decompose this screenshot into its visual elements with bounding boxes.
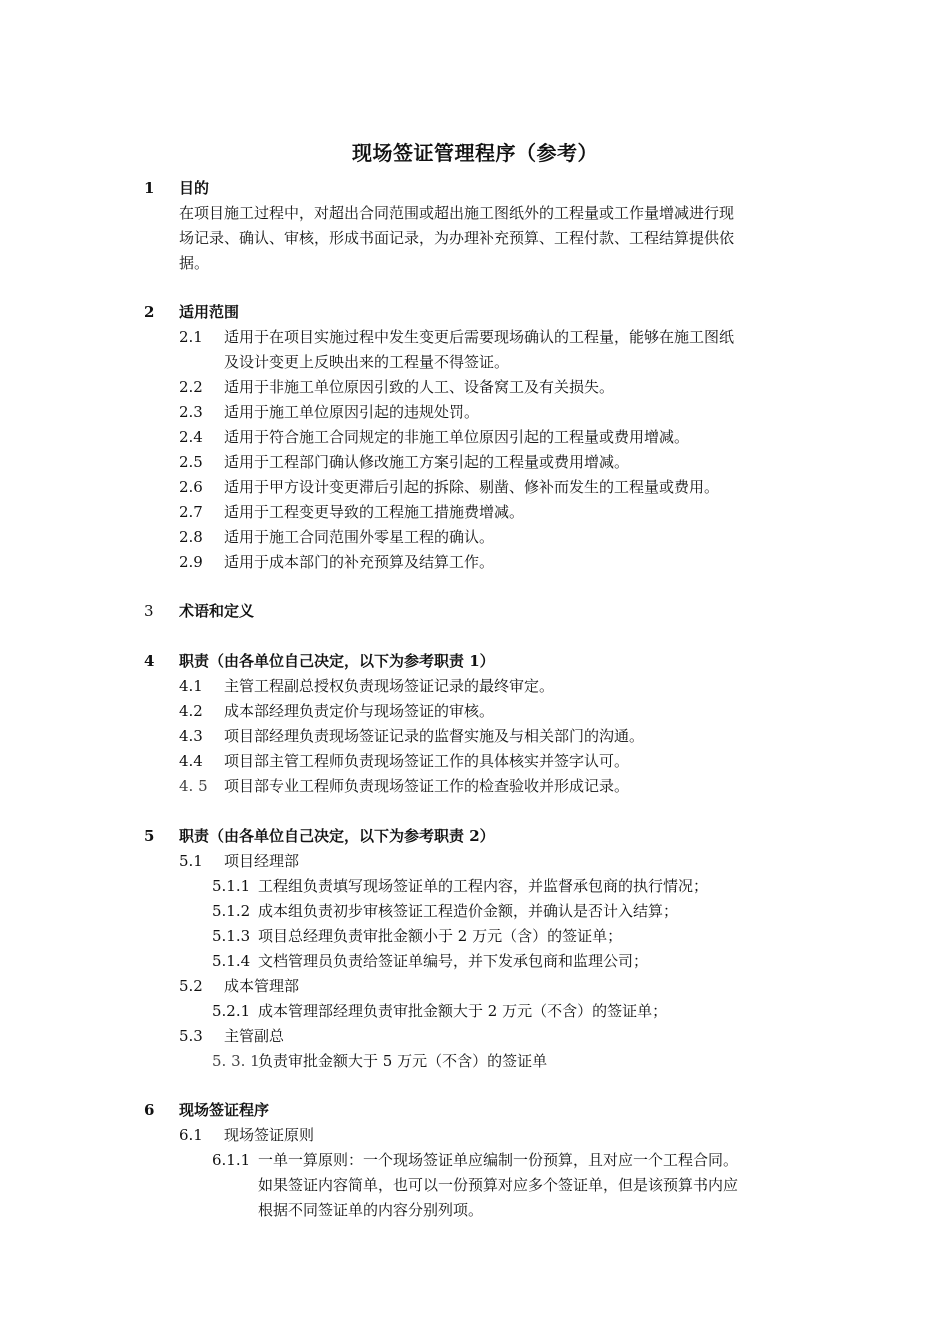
section-3-number: 3 xyxy=(144,602,154,620)
section-1-body-line: 在项目施工过程中，对超出合同范围或超出施工图纸外的工程量或工作量增减进行现 xyxy=(179,204,735,222)
item-text: 成本组负责初步审核签证工程造价金额，并确认是否计入结算； xyxy=(258,902,679,920)
item-number: 4.4 xyxy=(179,752,203,770)
item-text: 项目部经理负责现场签证记录的监督实施及与相关部门的沟通。 xyxy=(224,727,645,745)
item-text: 适用于在项目实施过程中发生变更后需要现场确认的工程量，能够在施工图纸 xyxy=(224,328,735,346)
item-number: 5.1.1 xyxy=(212,877,251,895)
section-4-number: 4 xyxy=(144,652,155,670)
item-text: 文档管理员负责给签证单编号，并下发承包商和监理公司； xyxy=(258,952,649,970)
section-2-number: 2 xyxy=(144,303,155,321)
item-text: 一单一算原则：一个现场签证单应编制一份预算，且对应一个工程合同。 xyxy=(258,1151,739,1169)
item-text: 项目部专业工程师负责现场签证工作的检查验收并形成记录。 xyxy=(224,777,630,795)
item-text: 主管工程副总授权负责现场签证记录的最终审定。 xyxy=(224,677,555,695)
section-6-number: 6 xyxy=(144,1101,155,1119)
item-number: 5.2.1 xyxy=(212,1002,251,1020)
subsection-number: 5.2 xyxy=(179,977,203,995)
item-text-continued: 及设计变更上反映出来的工程量不得签证。 xyxy=(224,353,510,371)
item-number: 5.1.3 xyxy=(212,927,251,945)
section-3-heading: 术语和定义 xyxy=(179,602,255,620)
item-number: 5.1.2 xyxy=(212,902,251,920)
item-text: 负责审批金额大于 5 万元（不含）的签证单 xyxy=(258,1052,548,1070)
item-number: 4.2 xyxy=(179,702,203,720)
item-number: 4.3 xyxy=(179,727,203,745)
item-number: 2.9 xyxy=(179,553,203,571)
item-text: 成本部经理负责定价与现场签证的审核。 xyxy=(224,702,495,720)
subsection-title: 成本管理部 xyxy=(224,977,300,995)
subsection-title: 项目经理部 xyxy=(224,852,300,870)
section-6-heading: 现场签证程序 xyxy=(179,1101,270,1119)
subsection-title: 现场签证原则 xyxy=(224,1126,315,1144)
document-title: 现场签证管理程序（参考） xyxy=(352,141,598,165)
item-text: 成本管理部经理负责审批金额大于 2 万元（不含）的签证单； xyxy=(258,1002,668,1020)
item-number: 2.8 xyxy=(179,528,203,546)
item-number: 2.3 xyxy=(179,403,203,421)
section-5-heading: 职责（由各单位自己决定，以下为参考职责 2） xyxy=(179,827,495,845)
item-text: 适用于工程变更导致的工程施工措施费增减。 xyxy=(224,503,525,521)
subsection-number: 5.1 xyxy=(179,852,203,870)
item-text: 适用于工程部门确认修改施工方案引起的工程量或费用增减。 xyxy=(224,453,630,471)
section-1-body-line: 据。 xyxy=(179,254,210,272)
item-number: 2.2 xyxy=(179,378,203,396)
item-text: 适用于施工合同范围外零星工程的确认。 xyxy=(224,528,495,546)
item-number: 2.1 xyxy=(179,328,203,346)
item-number: 2.7 xyxy=(179,503,203,521)
item-text-continued: 根据不同签证单的内容分别列项。 xyxy=(258,1201,484,1219)
section-1-body-line: 场记录、确认、审核，形成书面记录，为办理补充预算、工程付款、工程结算提供依 xyxy=(179,229,735,247)
item-text: 项目部主管工程师负责现场签证工作的具体核实并签字认可。 xyxy=(224,752,630,770)
section-4-heading: 职责（由各单位自己决定，以下为参考职责 1） xyxy=(179,652,495,670)
item-number: 2.6 xyxy=(179,478,203,496)
subsection-number: 5.3 xyxy=(179,1027,203,1045)
item-number: 6.1.1 xyxy=(212,1151,251,1169)
item-number: 5.1.4 xyxy=(212,952,251,970)
item-text: 适用于成本部门的补充预算及结算工作。 xyxy=(224,553,495,571)
item-text-continued: 如果签证内容简单，也可以一份预算对应多个签证单，但是该预算书内应 xyxy=(258,1176,739,1194)
section-1-heading: 目的 xyxy=(179,179,210,197)
item-number: 5. 3. 1 xyxy=(212,1052,260,1070)
item-text: 项目总经理负责审批金额小于 2 万元（含）的签证单； xyxy=(258,927,623,945)
item-text: 适用于甲方设计变更滞后引起的拆除、剔凿、修补而发生的工程量或费用。 xyxy=(224,478,720,496)
section-2-heading: 适用范围 xyxy=(179,303,240,321)
item-text: 工程组负责填写现场签证单的工程内容，并监督承包商的执行情况； xyxy=(258,877,709,895)
item-number: 2.5 xyxy=(179,453,203,471)
section-5-number: 5 xyxy=(144,827,155,845)
subsection-title: 主管副总 xyxy=(224,1027,285,1045)
item-number: 4.1 xyxy=(179,677,203,695)
subsection-number: 6.1 xyxy=(179,1126,203,1144)
item-number: 2.4 xyxy=(179,428,203,446)
item-text: 适用于符合施工合同规定的非施工单位原因引起的工程量或费用增减。 xyxy=(224,428,690,446)
section-1-number: 1 xyxy=(144,179,155,197)
item-number: 4. 5 xyxy=(179,777,208,795)
item-text: 适用于非施工单位原因引致的人工、设备窝工及有关损失。 xyxy=(224,378,615,396)
item-text: 适用于施工单位原因引起的违规处罚。 xyxy=(224,403,480,421)
